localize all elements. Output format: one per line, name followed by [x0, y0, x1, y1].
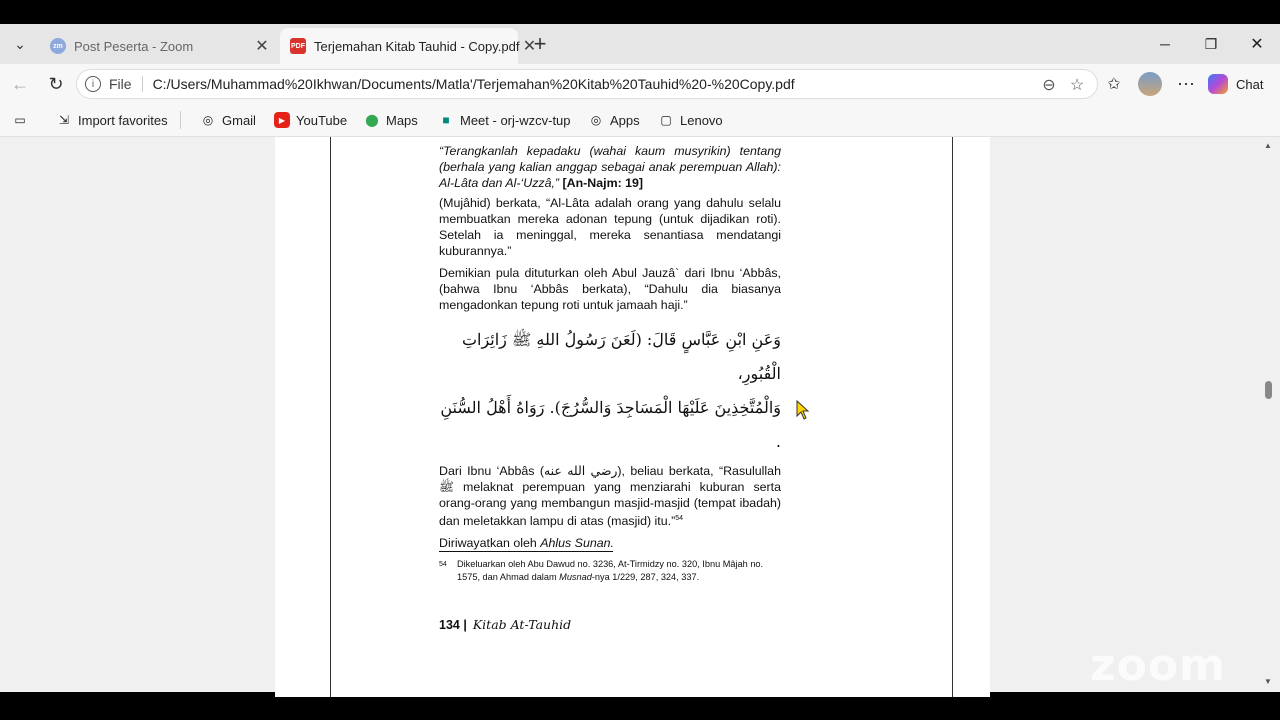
running-title: Kitab At-Tauhid	[472, 617, 572, 632]
page-number: 134 |	[439, 618, 467, 632]
address-divider	[142, 76, 143, 92]
copilot-chat-button[interactable]	[1208, 70, 1276, 98]
bookmark-youtube[interactable]: ▶ YouTube	[274, 110, 347, 130]
more-options-icon[interactable]: ⋯	[1177, 73, 1195, 94]
bookmark-apps[interactable]: ◎ Apps	[588, 110, 640, 130]
profile-avatar[interactable]	[1136, 70, 1164, 98]
bookmark-lenovo[interactable]: ▢ Lenovo	[658, 110, 723, 130]
vertical-scrollbar[interactable]	[1260, 137, 1276, 692]
bookmarks-divider	[180, 111, 181, 129]
footnote-number: 54	[439, 561, 447, 568]
footnote-text: Dikeluarkan oleh Abu Dawud no. 3236, At-Tirmidzy no. 320, Ibnu Mâjah no. 1575, dan Ahmad dalam Musnad-nya 1/229, 287, 324, 337.	[457, 559, 764, 582]
close-tab-icon[interactable]: ✕	[255, 38, 269, 55]
bookmark-gmail[interactable]: ◎ Gmail	[200, 110, 256, 130]
arabic-hadith-line-1: وَعَنِ ابْنِ عَبَّاسٍ قَالَ: (لَعَنَ رَسُولُ اللهِ ﷺ زَائِرَاتِ الْقُبُورِ،	[461, 330, 781, 383]
paragraph-narration: Diriwayatkan oleh Ahlus Sunan.	[439, 536, 614, 551]
scheme-label: File	[109, 76, 132, 92]
import-icon: ⇲	[58, 113, 70, 127]
pdf-favicon-icon: PDF	[290, 38, 306, 54]
globe-icon: ◎	[590, 113, 602, 127]
meet-icon: ■	[442, 113, 450, 127]
favorites-icon[interactable]: ✩	[1107, 76, 1121, 93]
bookmark-import-favorites[interactable]: ⇲ Import favorites	[56, 110, 168, 130]
zoom-out-icon[interactable]: ⊖	[1042, 77, 1056, 94]
bookmark-meet[interactable]: ■ Meet - orj-wzcv-tup	[438, 110, 571, 130]
paragraph-mujahid: (Mujâhid) berkata, “Al-Lâta adalah orang yang dahulu selalu membuatkan mereka adonan tepung (untuk dijadikan roti). Setelah ia meninggal, mereka senantiasa mendatangi kuburannya.”	[439, 196, 781, 258]
restore-icon[interactable]: ❐	[1204, 35, 1218, 52]
zoom-favicon-icon: zm	[50, 38, 66, 54]
maps-pin-icon: ⬤	[365, 113, 379, 127]
new-tab-icon[interactable]: +	[533, 31, 547, 56]
address-bar[interactable]	[76, 69, 1098, 99]
refresh-icon[interactable]: ↻	[48, 73, 64, 94]
arabic-hadith-line-2: وَالْمُتَّخِذِينَ عَلَيْهَا الْمَسَاجِدَ وَالسُّرُجَ). رَوَاهُ أَهْلُ السُّنَنِ .	[440, 398, 781, 451]
page-footer	[439, 617, 571, 632]
tab-pdf[interactable]	[280, 28, 537, 64]
back-icon[interactable]: ←	[11, 73, 29, 94]
close-tab-icon[interactable]: ✕	[522, 38, 537, 55]
tab-title: Terjemahan Kitab Tauhid - Copy.pdf	[314, 38, 520, 54]
youtube-icon: ▶	[274, 112, 290, 128]
pdf-viewer[interactable]	[0, 137, 1280, 692]
tab-zoom[interactable]	[40, 28, 278, 64]
tab-strip	[0, 24, 1280, 64]
url-text[interactable]: C:/Users/Muhammad%20Ikhwan/Documents/Matla'/Terjemahan%20Kitab%20Tauhid%20-%20Copy.pdf	[152, 76, 795, 92]
page-border-left	[330, 137, 331, 697]
sidebar-icon: ▭	[14, 113, 26, 127]
paragraph-translation: Dari Ibnu ‘Abbâs (رضي الله عنه), beliau berkata, “Rasulullah ﷺ melaknat perempuan yang menziarahi kuburan serta orang-orang yang membangun masjid-masjid (tempat ibadah) dan meletakkan lampu di atas (masjid) itu.”$^{54}$	[439, 464, 781, 529]
footnote-separator	[439, 551, 613, 552]
close-window-icon[interactable]: ✕	[1250, 36, 1264, 53]
globe-icon: ◎	[202, 113, 214, 127]
navigation-bar	[0, 64, 1280, 104]
footnote	[439, 558, 781, 584]
bookmarks-bar	[0, 104, 1280, 137]
page-border-right	[952, 137, 953, 697]
scrollbar-thumb[interactable]	[1265, 381, 1272, 399]
paragraph-abul-jauza: Demikian pula dituturkan oleh Abul Jauzâ` dari Ibnu ‘Abbâs, (bahwa Ibnu ‘Abbâs berkata), “Dahulu dia biasanya mengadonkan tepung roti untuk jamaah haji.”	[439, 266, 781, 312]
mouse-cursor-icon	[796, 400, 810, 420]
page-body	[439, 143, 781, 551]
zoom-watermark: zoom	[1090, 640, 1226, 691]
pdf-page	[275, 137, 990, 697]
tab-title: Post Peserta - Zoom	[74, 38, 194, 54]
quran-quote: “Terangkanlah kepadaku (wahai kaum musyrikin) tentang (berhala yang kalian anggap sebagai anak perempuan Allah): Al-Lâta dan Al-‘Uzzâ,” [An-Najm: 19]	[439, 144, 781, 190]
chat-label: Chat	[1236, 76, 1264, 92]
scroll-up-icon[interactable]: ▲	[1264, 141, 1272, 150]
folder-icon: ▢	[660, 113, 672, 127]
site-info-icon[interactable]: i	[85, 76, 101, 92]
copilot-icon	[1208, 74, 1228, 94]
tab-actions-menu-button[interactable]: ⌄	[14, 35, 26, 52]
favorite-star-icon[interactable]: ☆	[1069, 77, 1085, 94]
scroll-down-icon[interactable]: ▼	[1264, 677, 1272, 686]
screen-top-bar	[0, 0, 1280, 24]
sidebar-toggle-icon[interactable]	[12, 110, 34, 130]
bookmark-maps[interactable]: ⬤ Maps	[365, 112, 418, 128]
minimize-icon[interactable]: ─	[1160, 36, 1170, 52]
